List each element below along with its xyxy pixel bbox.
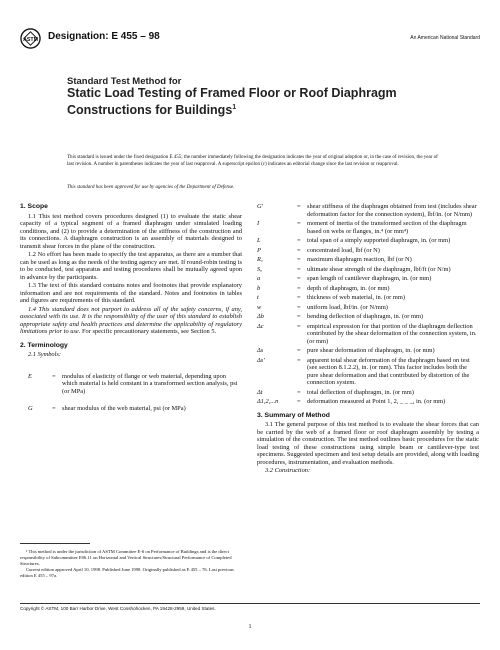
section-heading-summary: 3. Summary of Method	[257, 411, 330, 419]
right-column	[257, 203, 479, 476]
designation: Designation: E 455 – 98	[48, 31, 160, 42]
symbols-subheading: 2.1 Symbols:	[28, 351, 62, 358]
symbol-entry: w = uniform load, lbf/in. (or N/mm)	[257, 303, 388, 311]
title-line-1: Standard Test Method for	[67, 76, 182, 87]
symbol-entry: b = depth of diaphragm, in. (or mm)	[257, 284, 390, 292]
symbol-entry: L = total span of a simply supported diaphragm, in. (or mm)	[257, 237, 451, 244]
paragraph-3-2: 3.2 Construction:	[265, 467, 311, 474]
symbol-entry: P = concentrated load, lbf (or N)	[257, 246, 380, 254]
standard-type: An American National Standard	[410, 35, 480, 41]
paragraph-1-2: 1.2 No effort has been made to specify the test apparatus, as there are a number that can be used as long as the needs of the testing agency are met. If round-robin testing is to be conducted, test apparatus and testing procedures shall be mutually agreed upon in advance by the participants.	[20, 251, 242, 281]
paragraph-1-1: 1.1 This test method covers procedures designed (1) to evaluate the static shear capacity of a typical segment of a framed diaphragm under simulated loading conditions, and (2) to provide a determination of the stiffness of the construction and its connections. A diaphragm construction is an assembly of materials designed to transmit shear forces in the plane of the construction.	[20, 212, 242, 250]
svg-text:ASTM: ASTM	[23, 36, 38, 43]
symbol-entry: E = modulus of elasticity of flange or web material, depending upon which material is held constant in a transformed section analysis, psi (or MPa)	[28, 372, 238, 395]
section-heading-terminology: 2. Terminology	[20, 341, 68, 349]
document-title	[67, 76, 447, 117]
dod-approval-note: This standard has been approved for use by agencies of the Department of Defense.	[67, 185, 235, 190]
symbol-entry: Δs = pure shear deformation of diaphragm, in. (or mm)	[257, 347, 435, 354]
paragraph-3-1: 3.1 The general purpose of this test method is to evaluate the shear forces that can be carried by the web of a framed floor or roof diaphragm assembly by testing a simulation of the construction. The test method outlines basic procedures for the static load testing of these constructions using simple beam or cantilever-type test specimens. Suggested specimen and test setup details are provided, along with loading procedures, instrumentation, and evaluation methods.	[257, 421, 479, 466]
left-column	[20, 203, 242, 415]
symbol-entry: t = thickness of web material, in. (or mm)	[257, 294, 405, 301]
symbol-entry: Δc = empirical expression for that portion of the diaphragm deflection contributed by the shear deformation of the connection system, in. (or mm)	[257, 322, 477, 345]
section-heading-scope: 1. Scope	[20, 203, 48, 210]
symbol-entry: G = shear modulus of the web material, psi (or MPa)	[28, 405, 186, 412]
symbol-entry: Δb = bending deflection of diaphragm, in. (or mm)	[257, 313, 424, 320]
symbol-entry: Δ1,2,...n = deformation measured at Point 1, 2, _ _ _, in. (or mm)	[257, 398, 446, 405]
title-line-3: Constructions for Buildings$^1$	[67, 102, 237, 117]
symbol-entry: Δs' = apparent total shear deformation of the diaphragm based on test (see section 8.1.2.2), in. (or mm). This factor includes both the pure shear deformation and that contributed by distortion of the connection system.	[257, 356, 470, 386]
symbol-entry: Rᵤ = maximum diaphragm reaction, lbf (or N)	[257, 256, 412, 263]
astm-logo	[20, 28, 41, 49]
footnote-rule	[20, 543, 90, 544]
header	[20, 28, 480, 50]
symbol-entry: Δt = total deflection of diaphragm, in. (or mm)	[257, 388, 414, 396]
paragraph-1-3: 1.3 The text of this standard contains notes and footnotes that provide explanatory information and are not requirements of the standard. Notes and footnotes in tables and figures are requirements of this standard.	[20, 282, 242, 304]
symbol-entry: G' = shear stiffness of the diaphragm obtained from test (includes shear deformation factor for the connection system), lbf/in. (or N/mm)	[257, 203, 477, 218]
symbol-entry: Sᵤ = ultimate shear strength of the diaphragm, lbf/ft (or N/m)	[257, 265, 451, 273]
copyright-line: Copyright © ASTM, 100 Barr Harbor Drive, West Conshohocken, PA 19428-2959, United States.	[20, 603, 480, 611]
title-line-2: Static Load Testing of Framed Floor or Roof Diaphragm	[67, 86, 397, 100]
issuance-notice: This standard is issued under the fixed designation E 455; the number immediately following the designation indicates the year of original adoption or, in the case of revision, the year of last revision. A number in parentheses indicates the year of last reapproval. A superscript epsilon (ε) indicates an editorial change since the last revision or reapproval.	[67, 155, 438, 168]
title-footnote-mark[interactable]: 1	[232, 103, 237, 111]
paragraph-1-4: 1.4 This standard does not purport to address all of the safety concerns, if any, associated with its use. It is the responsibility of the user of this standard to establish appropriate safety and health practices and determine the applicability of regulatory limitations prior to use. For specific precautionary statements, see Section 5.	[20, 305, 242, 335]
symbol-entry: I = moment of inertia of the transformed section of the diaphragm based on webs or flanges, in.⁴ (or mm⁴)	[257, 220, 467, 235]
page-number: 1	[248, 624, 252, 630]
footnote: ¹ This method is under the jurisdiction of ASTM Committee E-6 on Performance of Buildings and is the direct responsibility of Subcommittee E06.11 on Horizontal and Vertical Structures/Structural Performance of Completed Structures. Current edition approved April 10, 1998. Published June 1998. Originally published as E 455 – 76. Last previous edition E 455 – 97a.	[20, 549, 234, 578]
symbol-entry: a = span length of cantilever diaphragm, in. (or mm)	[257, 275, 432, 282]
